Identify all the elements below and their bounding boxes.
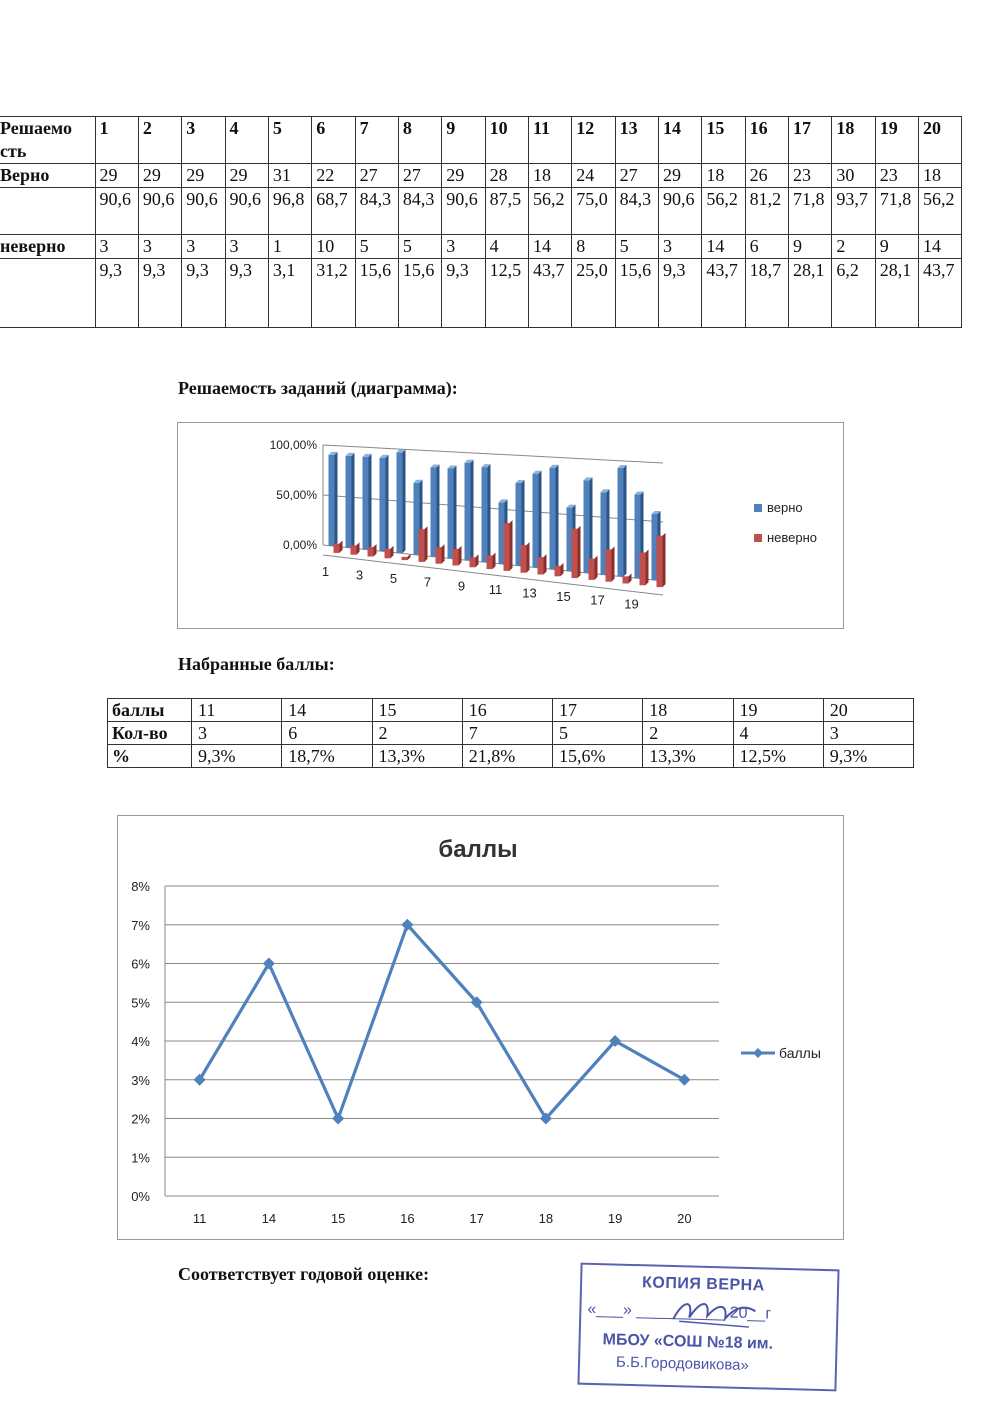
column-header: 9 — [442, 117, 485, 164]
table-cell: 16 — [462, 699, 552, 722]
bar-correct — [346, 456, 352, 548]
bar-correct-side — [403, 449, 406, 553]
bar-wrong-side — [663, 533, 666, 587]
x-tick-label: 18 — [538, 1211, 554, 1226]
table-cell: 3 — [225, 235, 268, 259]
y-tick-label: 6% — [131, 956, 150, 972]
x-tick-label: 1 — [321, 563, 330, 579]
column-header: 17 — [789, 117, 832, 164]
row-label: Кол-во — [108, 722, 192, 745]
table-cell: 56,2 — [702, 188, 745, 235]
chart-title: баллы — [438, 836, 518, 863]
x-tick-label: 17 — [469, 1211, 484, 1226]
table-row — [0, 235, 962, 259]
solvability-chart — [178, 423, 843, 628]
x-tick-label: 11 — [488, 581, 503, 597]
bar-wrong-side — [425, 526, 428, 562]
bar-wrong-side — [374, 544, 377, 557]
y-tick-label: 8% — [131, 879, 150, 894]
bar-correct-side — [556, 465, 559, 570]
table-cell: 23 — [789, 164, 832, 188]
table-cell: 3 — [823, 722, 913, 745]
bar-wrong — [487, 556, 493, 570]
legend — [754, 500, 817, 545]
bar-correct-side — [624, 465, 627, 576]
table-cell: 18,7 — [745, 259, 788, 328]
table-cell: 12,5% — [733, 745, 823, 768]
scores-table — [107, 698, 914, 768]
table-cell: 3 — [138, 235, 181, 259]
x-tick-label: 3 — [355, 567, 364, 583]
y-tick-label: 5% — [131, 995, 150, 1011]
table-cell: 3 — [182, 235, 225, 259]
bar-wrong-side — [578, 526, 581, 578]
table-cell: 28,1 — [789, 259, 832, 328]
row-label: Решаемо сть — [0, 117, 95, 164]
y-tick-label: 7% — [131, 917, 150, 933]
gridline — [323, 495, 663, 522]
table-cell: 23 — [875, 164, 918, 188]
x-tick-label: 20 — [677, 1211, 692, 1226]
column-header: 13 — [615, 117, 658, 164]
table-row — [108, 745, 914, 768]
bar-wrong-side — [612, 546, 615, 581]
table-row — [108, 722, 914, 745]
table-cell: 10 — [312, 235, 355, 259]
bar-wrong — [419, 529, 425, 562]
bar-correct-side — [437, 464, 440, 556]
table-cell: 96,8 — [268, 188, 311, 235]
table-cell: 26 — [745, 164, 788, 188]
bar-wrong-side — [544, 554, 547, 574]
x-tick-label: 16 — [400, 1211, 415, 1226]
table-cell: 81,2 — [745, 188, 788, 235]
column-header: 5 — [268, 117, 311, 164]
data-point — [332, 1113, 344, 1125]
bar-wrong-side — [527, 542, 530, 573]
table-cell: 5 — [398, 235, 441, 259]
table-cell: 43,7 — [528, 259, 571, 328]
table-cell: 24 — [572, 164, 615, 188]
table-cell: 15,6% — [553, 745, 643, 768]
bar-correct-side — [471, 460, 474, 561]
bar-wrong-side — [595, 556, 598, 580]
bar-wrong — [351, 545, 357, 554]
table-cell: 14 — [702, 235, 745, 259]
table-row — [0, 188, 962, 235]
x-tick-label: 19 — [624, 596, 639, 612]
table-cell: 1 — [268, 235, 311, 259]
bar-correct-side — [488, 464, 491, 562]
table-cell: 90,6 — [658, 188, 701, 235]
table-cell: 7 — [462, 722, 552, 745]
table-cell: 43,7 — [702, 259, 745, 328]
data-point — [678, 1074, 690, 1086]
table-cell: 2 — [372, 722, 462, 745]
table-cell: 71,8 — [875, 188, 918, 235]
column-header: 2 — [138, 117, 181, 164]
x-tick-label: 15 — [330, 1211, 346, 1226]
table-cell: 18 — [919, 164, 962, 188]
table-cell: 75,0 — [572, 188, 615, 235]
table-cell: 4 — [485, 235, 528, 259]
table-cell: 31,2 — [312, 259, 355, 328]
bar-wrong — [555, 566, 561, 576]
bar-wrong — [572, 529, 578, 578]
legend-marker — [753, 1048, 763, 1058]
bar-wrong-side — [459, 546, 462, 566]
table-cell: 18 — [643, 699, 733, 722]
table-cell: 21,8% — [462, 745, 552, 768]
bar-wrong — [504, 523, 510, 571]
table-cell: 27 — [615, 164, 658, 188]
bar-wrong — [521, 545, 527, 573]
x-tick-label: 5 — [389, 571, 398, 587]
table-cell: 30 — [832, 164, 875, 188]
table-cell: 90,6 — [442, 188, 485, 235]
column-header: 15 — [702, 117, 745, 164]
x-tick-label: 19 — [607, 1211, 623, 1226]
table-cell: 43,7 — [919, 259, 962, 328]
column-header: 1 — [95, 117, 138, 164]
table-cell: 5 — [553, 722, 643, 745]
table-cell: 9,3 — [225, 259, 268, 328]
legend-label: неверно — [767, 530, 818, 545]
table-cell: 84,3 — [398, 188, 441, 235]
bar-wrong — [640, 553, 646, 586]
column-header: 7 — [355, 117, 398, 164]
table-cell: 15 — [372, 699, 462, 722]
table-cell: 5 — [355, 235, 398, 259]
column-header: 11 — [528, 117, 571, 164]
bar-wrong — [538, 557, 544, 574]
x-tick-label: 9 — [457, 578, 466, 594]
table-cell: 25,0 — [572, 259, 615, 328]
row-label: неверно — [0, 235, 95, 259]
table-cell: 9,3 — [442, 259, 485, 328]
certification-stamp — [577, 1263, 839, 1392]
bar-correct — [465, 463, 471, 561]
chart1-heading: Решаемость заданий (диаграмма): — [178, 378, 458, 398]
column-header: 12 — [572, 117, 615, 164]
table-cell: 29 — [225, 164, 268, 188]
y-tick-label: 4% — [131, 1034, 150, 1049]
x-tick-label: 14 — [261, 1211, 277, 1226]
table-cell: 18 — [528, 164, 571, 188]
table-cell: 17 — [553, 699, 643, 722]
column-header: 19 — [875, 117, 918, 164]
bar-wrong — [385, 549, 391, 559]
x-tick-label: 7 — [423, 574, 432, 590]
legend-swatch — [754, 504, 762, 512]
bar-correct-side — [386, 455, 389, 551]
legend-swatch — [754, 534, 762, 542]
table-cell: 68,7 — [312, 188, 355, 235]
bar-wrong-side — [510, 520, 513, 571]
table-cell: 27 — [355, 164, 398, 188]
bar-correct — [482, 467, 488, 562]
bar-wrong — [623, 576, 629, 583]
table-cell: 71,8 — [789, 188, 832, 235]
bar-wrong — [589, 559, 595, 580]
table-row — [0, 164, 962, 188]
table-cell: 14 — [282, 699, 372, 722]
bar-wrong — [453, 549, 459, 566]
table-cell: 29 — [95, 164, 138, 188]
table-cell: 11 — [192, 699, 282, 722]
table-cell: 56,2 — [528, 188, 571, 235]
solvability-chart-frame — [177, 422, 844, 629]
table-cell: 90,6 — [95, 188, 138, 235]
table-cell: 22 — [312, 164, 355, 188]
bar-wrong — [368, 547, 374, 557]
table-cell: 5 — [615, 235, 658, 259]
column-header: 20 — [919, 117, 962, 164]
table-cell: 9,3% — [192, 745, 282, 768]
x-tick-label: 13 — [522, 585, 537, 601]
bar-wrong-side — [476, 554, 479, 567]
table-row — [108, 699, 914, 722]
legend-label: верно — [767, 500, 803, 515]
legend-label: баллы — [779, 1045, 821, 1061]
table-cell: 84,3 — [615, 188, 658, 235]
table-cell: 19 — [733, 699, 823, 722]
bar-correct-side — [454, 466, 457, 559]
bar-correct-side — [335, 452, 338, 546]
table-cell: 9,3% — [823, 745, 913, 768]
column-header: 4 — [225, 117, 268, 164]
table-cell: 18 — [702, 164, 745, 188]
table-cell: 9,3 — [95, 259, 138, 328]
bar-correct — [363, 457, 369, 550]
table-cell: 3 — [658, 235, 701, 259]
bar-wrong-side — [629, 573, 632, 583]
table-cell: 93,7 — [832, 188, 875, 235]
row-label: % — [108, 745, 192, 768]
bar-correct — [397, 452, 403, 553]
table-cell: 84,3 — [355, 188, 398, 235]
table-cell: 15,6 — [355, 259, 398, 328]
table-cell: 90,6 — [182, 188, 225, 235]
x-tick-label: 11 — [192, 1211, 207, 1226]
table-cell: 20 — [823, 699, 913, 722]
y-tick-label: 100,00% — [269, 438, 317, 452]
bar-wrong-side — [408, 554, 411, 560]
markers — [194, 919, 691, 1125]
table-cell: 14 — [919, 235, 962, 259]
column-header: 6 — [312, 117, 355, 164]
table-cell: 6 — [282, 722, 372, 745]
table-cell: 90,6 — [225, 188, 268, 235]
column-header: 18 — [832, 117, 875, 164]
table-cell: 13,3% — [643, 745, 733, 768]
table-cell: 18,7% — [282, 745, 372, 768]
legend — [741, 1045, 821, 1061]
bar-correct — [448, 469, 454, 559]
table-cell: 9 — [875, 235, 918, 259]
table-cell: 3,1 — [268, 259, 311, 328]
gridline — [323, 445, 663, 463]
column-header: 14 — [658, 117, 701, 164]
table-cell: 3 — [442, 235, 485, 259]
bar-correct — [431, 467, 437, 556]
x-tick-label: 15 — [556, 589, 571, 605]
bar-correct — [329, 455, 335, 546]
bar-correct — [380, 458, 386, 551]
scores-chart-frame — [117, 815, 844, 1240]
row-label — [0, 188, 95, 235]
bar-wrong-side — [442, 544, 445, 564]
table-cell: 31 — [268, 164, 311, 188]
table-cell: 29 — [442, 164, 485, 188]
bar-wrong-side — [357, 542, 360, 554]
table-cell: 15,6 — [615, 259, 658, 328]
table-cell: 27 — [398, 164, 441, 188]
bar-correct — [533, 474, 539, 568]
table-cell: 13,3% — [372, 745, 462, 768]
table-cell: 3 — [95, 235, 138, 259]
table-row — [0, 259, 962, 328]
scores-chart — [118, 816, 843, 1239]
table-cell: 28,1 — [875, 259, 918, 328]
table-cell: 29 — [138, 164, 181, 188]
bar-wrong — [657, 536, 663, 587]
series-line — [200, 925, 685, 1119]
table-cell: 87,5 — [485, 188, 528, 235]
table-cell: 9,3 — [138, 259, 181, 328]
scores-heading: Набранные баллы: — [178, 654, 335, 674]
table-cell: 4 — [733, 722, 823, 745]
table-cell: 12,5 — [485, 259, 528, 328]
table-cell: 14 — [528, 235, 571, 259]
table-cell: 29 — [658, 164, 701, 188]
bar-correct-side — [369, 454, 372, 550]
table-cell: 6 — [745, 235, 788, 259]
bar-correct — [550, 468, 556, 570]
bar-wrong-side — [340, 541, 343, 553]
stamp-line-4: Б.Б.Городовикова» — [615, 1353, 750, 1375]
signature-icon — [669, 1291, 760, 1333]
table-cell: 2 — [832, 235, 875, 259]
column-header: 3 — [182, 117, 225, 164]
bar-wrong — [334, 544, 340, 553]
x-tick-label: 17 — [590, 592, 605, 608]
gridlines — [165, 886, 719, 1196]
y-tick-label: 0,00% — [282, 538, 317, 552]
row-label: баллы — [108, 699, 192, 722]
table-cell: 8 — [572, 235, 615, 259]
table-cell: 90,6 — [138, 188, 181, 235]
bar-wrong-side — [493, 553, 496, 570]
table-cell: 9,3 — [658, 259, 701, 328]
table-cell: 15,6 — [398, 259, 441, 328]
bar-wrong-side — [391, 546, 394, 559]
bar-wrong-side — [561, 563, 564, 576]
table-header-row — [0, 117, 962, 164]
table-cell: 6,2 — [832, 259, 875, 328]
y-tick-label: 50,00% — [276, 488, 317, 502]
bar-correct — [618, 468, 624, 576]
column-header: 16 — [745, 117, 788, 164]
table-cell: 3 — [192, 722, 282, 745]
stamp-line-1: КОПИЯ ВЕРНА — [641, 1274, 765, 1295]
table-cell: 29 — [182, 164, 225, 188]
y-tick-label: 1% — [131, 1150, 150, 1166]
bar-wrong — [470, 557, 476, 567]
table-cell: 28 — [485, 164, 528, 188]
solvability-table — [0, 116, 962, 328]
bar-correct-side — [590, 477, 593, 573]
y-tick-label: 2% — [131, 1111, 150, 1127]
table-cell: 9 — [789, 235, 832, 259]
column-header: 10 — [485, 117, 528, 164]
bar-wrong — [402, 557, 408, 560]
table-cell: 9,3 — [182, 259, 225, 328]
bar-wrong-side — [646, 550, 649, 586]
grade-heading: Соответствует годовой оценке: — [178, 1264, 430, 1284]
row-label: Верно — [0, 164, 95, 188]
bar-wrong — [606, 549, 612, 581]
bar-correct-side — [352, 453, 355, 548]
bar-correct-side — [539, 471, 542, 568]
stamp-line-2: «___» __________ 20__г — [587, 1300, 772, 1323]
y-tick-label: 3% — [131, 1072, 150, 1088]
stamp-line-3: МБОУ «СОШ №18 им. — [602, 1331, 774, 1353]
table-cell: 56,2 — [919, 188, 962, 235]
row-label — [0, 259, 95, 328]
bar-wrong — [436, 547, 442, 564]
y-tick-label: 0% — [131, 1189, 150, 1204]
column-header: 8 — [398, 117, 441, 164]
table-cell: 2 — [643, 722, 733, 745]
